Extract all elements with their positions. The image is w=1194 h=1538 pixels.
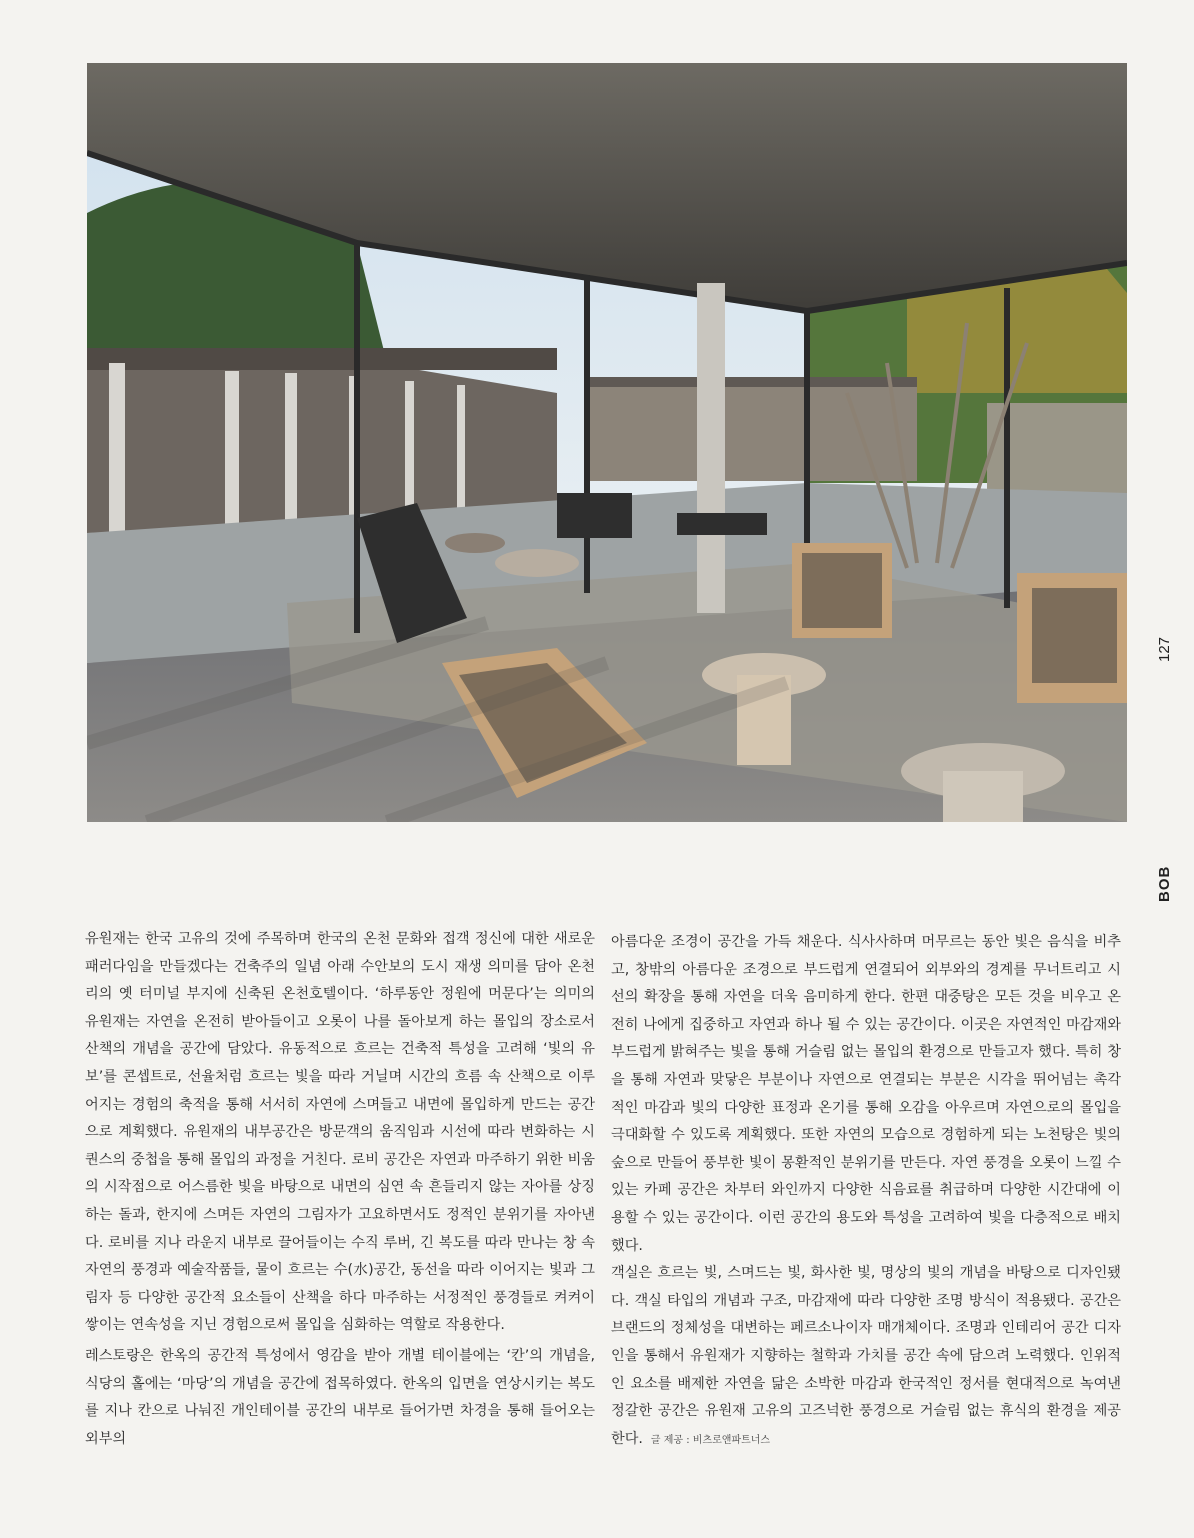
page-number: 127: [1156, 636, 1173, 662]
article-column-left: [85, 926, 595, 1453]
interior-photo: [87, 63, 1127, 822]
paragraph: 아름다운 조경이 공간을 가득 채운다. 식사사하며 머무르는 동안 빛은 음식을 비추고, 창밖의 아름다운 조경으로 부드럽게 연결되어 외부와의 경계를 무너트리고 시선의 확장을 통해 자연을 더욱 음미하게 한다. 한편 대중탕은 모든 것을 비우고 온전히 나에게 집중하고 자연과 하나 될 수 있는 공간이다. 이곳은 자연적인 마감재와 부드럽게 밝혀주는 빛을 통해 거슬림 없는 몰입의 환경으로 만들고자 했다. 특히 창을 통해 자연과 맞닿은 부분이나 자연으로 연결되는 부분은 시각을 뛰어넘는 촉각적인 마감과 빛의 다양한 표정과 온기를 통해 오감을 아우르며 자연으로의 몰입을 극대화할 수 있도록 계획했다. 또한 자연의 모습으로 경험하게 되는 노천탕은 빛의 숲으로 만들어 풍부한 빛이 몽환적인 분위기를 만든다. 자연 풍경을 오롯이 느낄 수 있는 카페 공간은 차부터 와인까지 다양한 식음료를 취급하며 다양한 시간대에 이용할 수 있는 공간이다. 이런 공간의 용도와 특성을 고려하여 빛을 다층적으로 배치했다.: [611, 934, 1121, 1254]
article-column-right: [611, 929, 1121, 1454]
section-tag: BOB: [1156, 865, 1173, 903]
paragraph: 레스토랑은 한옥의 공간적 특성에서 영감을 받아 개별 테이블에는 ‘칸’의 개념을, 식당의 홀에는 ‘마당’의 개념을 공간에 접목하였다. 한옥의 입면을 연상시키는 복도를 지나 칸으로 나눠진 개인테이블 공간의 내부로 들어가면 차경을 통해 들어오는 외부의: [85, 1347, 595, 1447]
paragraph: [611, 1260, 1121, 1454]
image-credit: 글 제공 : 비츠로앤파트너스: [650, 1434, 771, 1446]
paragraph: 유원재는 한국 고유의 것에 주목하며 한국의 온천 문화와 접객 정신에 대한 새로운 패러다임을 만들겠다는 건축주의 일념 아래 수안보의 도시 재생 의미를 담아 온천리의 옛 터미널 부지에 신축된 온천호텔이다. ‘하루동안 정원에 머문다’는 의미의 유원재는 자연을 온전히 받아들이고 오롯이 나를 돌아보게 하는 몰입의 장소로서 산책의 개념을 공간에 담았다. 유동적으로 흐르는 건축적 특성을 고려해 ‘빛의 유보’를 콘셉트로, 선율처럼 흐르는 빛을 따라 거닐며 시간의 흐름 속 산책으로 이루어지는 경험의 축적을 통해 서서히 자연에 스며들고 내면에 몰입하게 만드는 공간으로 계획했다. 유원재의 내부공간은 방문객의 움직임과 시선에 따라 변화하는 시퀀스의 중첩을 통해 몰입의 과정을 거친다. 로비 공간은 자연과 마주하기 위한 비움의 시작점으로 어스름한 빛을 바탕으로 내면의 심연 속 흔들리지 않는 자아를 상징하는 돌과, 한지에 스며든 자연의 그림자가 고요하면서도 정적인 분위기를 자아낸다. 로비를 지나 라운지 내부로 끌어들이는 수직 루버, 긴 복도를 따라 만나는 창 속 자연의 풍경과 예술작품들, 물이 흐르는 수(水)공간, 동선을 따라 이어지는 빛과 그림자 등 다양한 공간적 요소들이 산책을 하다 마주하는 서정적인 풍경들로 켜켜이 쌓이는 연속성을 지닌 경험으로써 몰입을 심화하는 역할로 작용한다.: [85, 931, 595, 1334]
paragraph-text: 객실은 흐르는 빛, 스며드는 빛, 화사한 빛, 명상의 빛의 개념을 바탕으로 디자인됐다. 객실 타입의 개념과 구조, 마감재에 따라 다양한 조명 방식이 적용됐다. 공간은 브랜드의 정체성을 대변하는 페르소나이자 매개체이다. 조명과 인테리어 공간 디자인을 통해서 유원재가 지향하는 철학과 가치를 공간 속에 담으려 노력했다. 인위적인 요소를 배제한 자연을 닮은 소박한 마감과 한국적인 정서를 현대적으로 녹여낸 정갈한 공간은 유원재 고유의 고즈넉한 풍경으로 거슬림 없는 휴식의 환경을 제공한다.: [611, 1265, 1121, 1447]
lounge-photo-illustration: [87, 63, 1127, 822]
